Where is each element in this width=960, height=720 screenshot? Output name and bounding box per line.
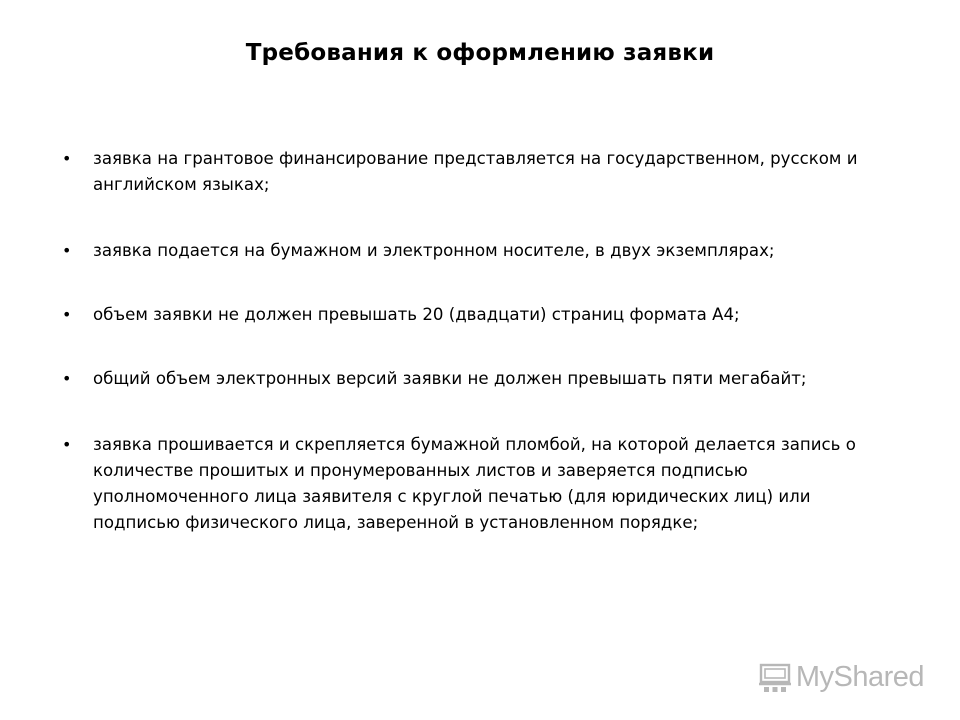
bullet-item — [62, 238, 892, 264]
bullet-text: заявка прошивается и скрепляется бумажной пломбой, на которой делается запись о количестве прошитых и пронумерованных листов и заверяется подписью уполномоченного лица заявителя с круглой печатью (для юридических лиц) или подписью физического лица, заверенной в установленном порядке; — [93, 435, 856, 532]
bullet-text: объем заявки не должен превышать 20 (двадцати) страниц формата А4; — [93, 305, 740, 324]
bullet-item — [62, 366, 892, 392]
bullet-text: общий объем электронных версий заявки не должен превышать пяти мегабайт; — [93, 369, 807, 388]
bullet-dot-icon: • — [62, 435, 72, 454]
bullet-list — [62, 146, 892, 576]
bullet-dot-icon: • — [62, 149, 72, 168]
bullet-item — [62, 146, 892, 198]
watermark-text: MyShared — [795, 661, 924, 693]
slide-title: Требования к оформлению заявки — [245, 40, 715, 66]
bullet-dot-icon: • — [62, 305, 72, 324]
bullet-item — [62, 432, 892, 536]
bullet-dot-icon: • — [62, 369, 72, 388]
bullet-text: заявка подается на бумажном и электронном носителе, в двух экземплярах; — [93, 241, 775, 260]
classroom-board-icon — [758, 662, 792, 694]
bullet-dot-icon: • — [62, 241, 72, 260]
watermark — [758, 661, 924, 694]
bullet-text: заявка на грантовое финансирование представляется на государственном, русском и английском языках; — [93, 149, 858, 194]
bullet-item — [62, 302, 892, 328]
